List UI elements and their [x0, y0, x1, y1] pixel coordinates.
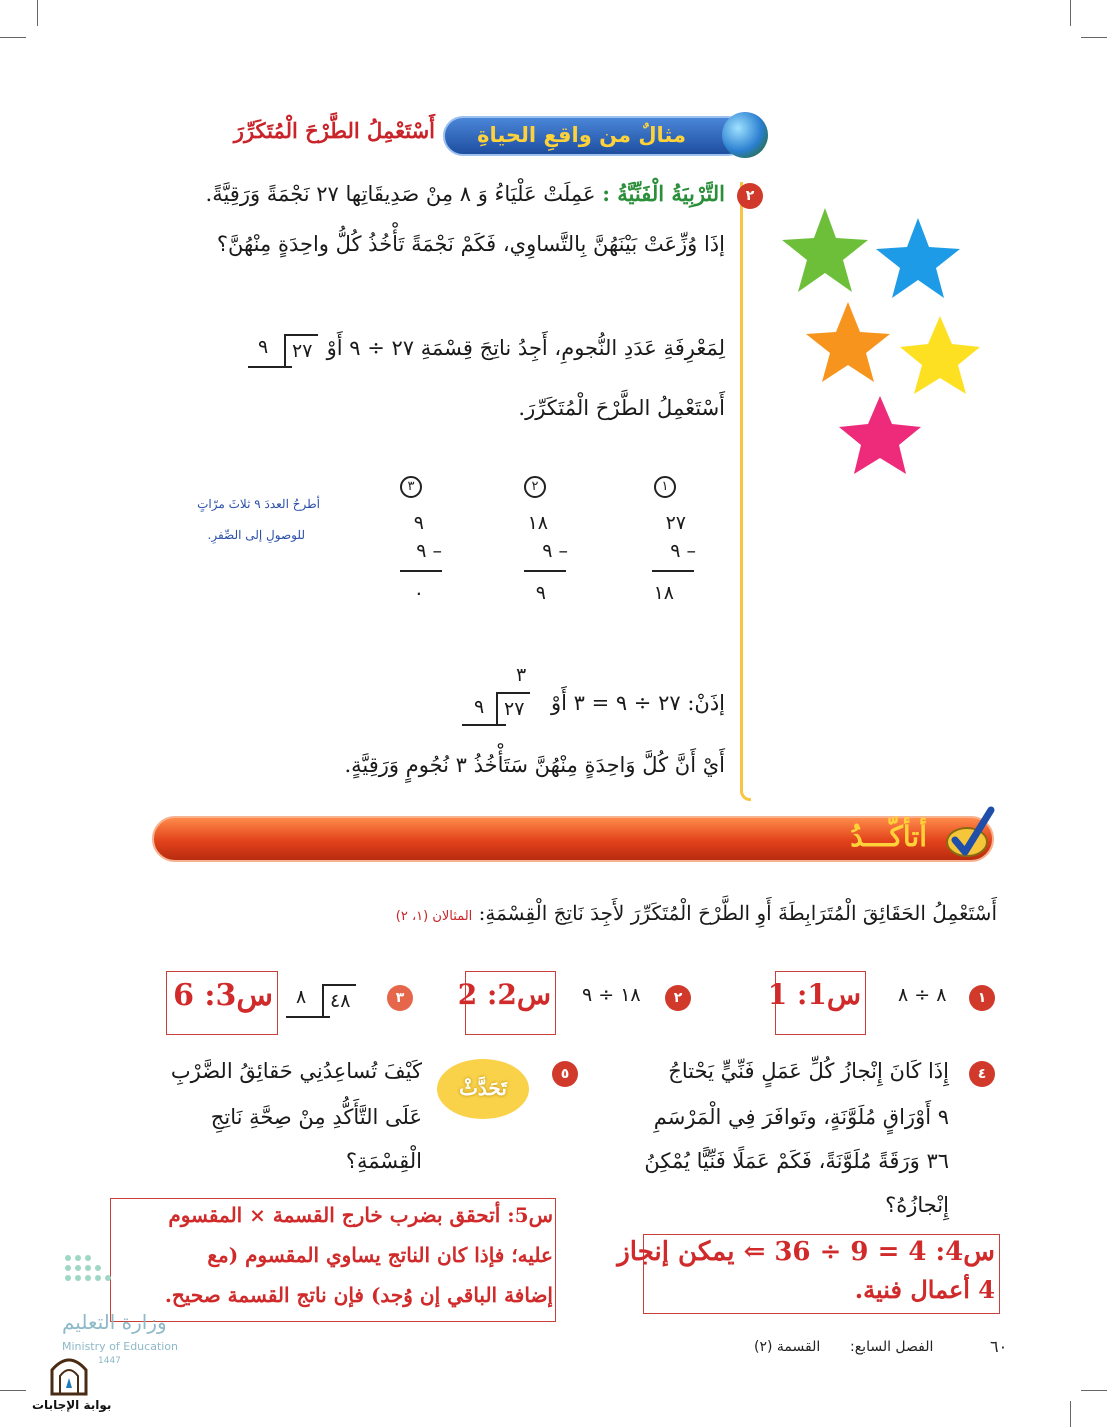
question-4-badge: ٤: [969, 1061, 995, 1087]
exercise-2-expr: ١٨ ÷ ٩: [582, 984, 641, 1006]
footer-chapter: الفصل السابع:: [850, 1339, 934, 1355]
question-5-line-2: عَلَى التَّأَكُّدِ مِنْ صِحَّةِ نَاتِجِ: [210, 1105, 422, 1129]
problem-line-2: إذَا وُزِّعَتْ بَيْنَهُنَّ بِالتَّساوِي، فَكَمْ نَجْمَةً تَأْخُذُ كُلُّ واحِدَةٍ مِنْهُنَّ؟: [216, 232, 725, 256]
question-5-badge: ٥: [552, 1061, 578, 1087]
example-banner-label: مثالٌ من واقعِ الحياةِ: [477, 123, 686, 147]
problem-topic: التَّرْبِيَةُ الْفَنِّيَّةُ :: [602, 181, 725, 206]
ld3-dividend: ٤٨: [322, 984, 356, 1016]
exercise-1-badge: ١: [969, 985, 995, 1011]
checkmark-icon: [945, 804, 995, 860]
conclusion-line: إذَنْ: ٢٧ ÷ ٩ = ٣ أَوْ: [550, 691, 725, 715]
problem-line-3: لِمَعْرِفَةِ عَدَدِ النُّجومِ، أَجِدُ ناتِجَ قِسْمَةِ ٢٧ ÷ ٩ أَوْ: [326, 336, 725, 360]
exercise-1-expr: ٨ ÷ ٨: [898, 984, 947, 1006]
ld2-divisor: ٩: [474, 696, 485, 718]
problem-line-4: أَسْتَعْمِلُ الطَّرْحَ الْمُتَكَرِّرَ.: [518, 396, 725, 420]
crop-mark: [1081, 37, 1107, 38]
ld3-underline: [286, 1016, 330, 1018]
question-5-answer-line-2: عليه؛ فإذا كان الناتج يساوي المقسوم (مع: [207, 1243, 553, 1267]
globe-icon: [722, 112, 768, 158]
step-number-1: ١: [654, 476, 676, 498]
example-frame: [740, 182, 751, 801]
ld1-divisor: ٩: [258, 336, 269, 358]
question-4-line-2: ٩ أَوْرَاقٍ مُلَوَّنَةٍ، وتَوافَرَ فِي الْمَرْسَمِ: [653, 1105, 949, 1129]
question-4-line-4: إِنْجازُهُ؟: [885, 1193, 949, 1217]
exercise-3-answer: س3: 6: [173, 978, 273, 1013]
footer-section: القسمة (٢): [754, 1339, 821, 1355]
exercise-1-answer-box: [767, 971, 866, 1035]
crop-mark: [0, 1390, 26, 1391]
problem-number-badge: ٢: [737, 183, 763, 209]
step-number-2: ٢: [524, 476, 546, 498]
check-instruction-ref: المثالان (١، ٢): [395, 909, 473, 924]
step-1-sub: – ٩: [670, 540, 696, 562]
final-statement: أَيْ أَنَّ كُلَّ وَاحِدَةٍ مِنْهُنَّ سَتَأْخُذُ ٣ نُجُومٍ وَرَقِيَّةٍ.: [344, 753, 725, 777]
exercise-1-answer: س1: 1: [767, 978, 861, 1011]
ld3-divisor: ٨: [296, 986, 307, 1008]
step-3-sub: – ٩: [416, 540, 442, 562]
problem-line-1-text: عَمِلَتْ عَلْيَاءُ وَ ٨ مِنْ صَدِيقَاتِها ٢٧ نَجْمَةً وَرَقِيَّةً.: [205, 182, 596, 206]
ld1-underline: [248, 366, 292, 368]
exercise-2-badge: ٢: [665, 985, 691, 1011]
side-note-line-2: للوصولِ إلى الصِّفرِ.: [207, 528, 305, 542]
mosque-logo-icon: [44, 1348, 94, 1398]
step-2-rule: [524, 570, 566, 572]
crop-mark: [1081, 1390, 1107, 1391]
example-title: أَسْتَعْمِلُ الطَّرْحَ الْمُتَكَرِّرَ: [233, 118, 435, 143]
step-2-result: ٩: [535, 582, 546, 604]
step-1-result: ١٨: [653, 582, 674, 604]
question-4-line-1: إِذَا كَانَ إِنْجازُ كُلِّ عَمَلٍ فَنِّيٍّ يَحْتاجُ: [668, 1059, 949, 1083]
ministry-year: 1447: [98, 1356, 121, 1366]
question-5-line-3: الْقِسْمَةِ؟: [345, 1149, 422, 1173]
question-4-answer-box: [617, 1234, 1000, 1314]
question-5-answer-line-3: إضافة الباقي إن وُجد) فإن ناتج القسمة صحيح.: [164, 1283, 553, 1307]
step-3-top: ٩: [413, 512, 424, 534]
stars-decoration: [780, 200, 990, 490]
star-green-icon: [782, 208, 868, 292]
long-division-3: [286, 982, 368, 1020]
crop-mark: [37, 0, 38, 26]
ld2-quotient: ٣: [516, 664, 527, 686]
star-blue-icon: [876, 218, 960, 298]
step-1-rule: [652, 570, 694, 572]
ministry-name-en: Ministry of Education: [62, 1340, 179, 1353]
step-2-top: ١٨: [527, 512, 548, 534]
crop-mark: [1070, 0, 1071, 26]
exercise-3-answer-box: [166, 971, 278, 1035]
page-number: ٦٠: [990, 1337, 1008, 1356]
step-number-3: ٣: [400, 476, 422, 498]
side-note-line-1: أطرحُ العددَ ٩ ثلاثَ مرّاتٍ: [197, 497, 320, 511]
check-instruction: [396, 900, 997, 926]
talk-badge: تَحَدَّثْ: [437, 1059, 529, 1119]
ministry-dots-logo: [62, 1252, 132, 1302]
ld2-underline: [462, 724, 506, 726]
step-3-rule: [400, 570, 442, 572]
ld1-dividend: ٢٧: [284, 334, 318, 366]
question-5-answer-box: [110, 1198, 556, 1322]
ld2-dividend: ٢٧: [496, 692, 530, 724]
star-pink-icon: [839, 396, 921, 474]
problem-line-1: [206, 180, 725, 208]
question-4-answer-line-1: س4: 4 = 9 ÷ 36 ⇐ يمكن إنجاز: [617, 1237, 995, 1267]
step-2-sub: – ٩: [542, 540, 568, 562]
crop-mark: [1070, 1401, 1071, 1427]
star-yellow-icon: [900, 316, 980, 394]
check-instruction-text: أَسْتَعْمِلُ الحَقَائِقَ الْمُتَرَابِطَةَ أَوِ الطَّرْحَ الْمُتَكَرِّرَ لأَجِدَ نَاتِجَ الْقِسْمَةِ:: [478, 901, 997, 925]
check-title: أتأكّـــدُ: [850, 820, 927, 853]
question-4-line-3: ٣٦ وَرَقَةً مُلَوَّنَةً، فَكَمْ عَمَلًا فَنِّيًّا يُمْكِنُ: [644, 1149, 949, 1173]
long-division-2: [462, 664, 544, 726]
exercise-2-answer: س2: 2: [457, 978, 551, 1011]
star-orange-icon: [806, 302, 890, 382]
question-4-answer-line-2: 4 أعمال فنية.: [854, 1275, 995, 1304]
example-banner: [443, 116, 748, 156]
step-3-result: ٠: [413, 582, 424, 604]
crop-mark: [0, 37, 26, 38]
exercise-3-badge: ٣: [387, 985, 413, 1011]
long-division-1: [248, 334, 330, 368]
site-name: بوابة الإجابات: [32, 1398, 112, 1412]
ministry-name-ar: وزارة التعليم: [62, 1310, 167, 1334]
step-1-top: ٢٧: [665, 512, 686, 534]
question-5-answer-line-1: س5: أتحقق بضرب خارج القسمة × المقسوم: [168, 1203, 553, 1227]
exercise-2-answer-box: [457, 971, 556, 1035]
question-5-line-1: كَيْفَ تُساعِدُنِي حَقائِقُ الضَّرْبِ: [170, 1059, 422, 1083]
